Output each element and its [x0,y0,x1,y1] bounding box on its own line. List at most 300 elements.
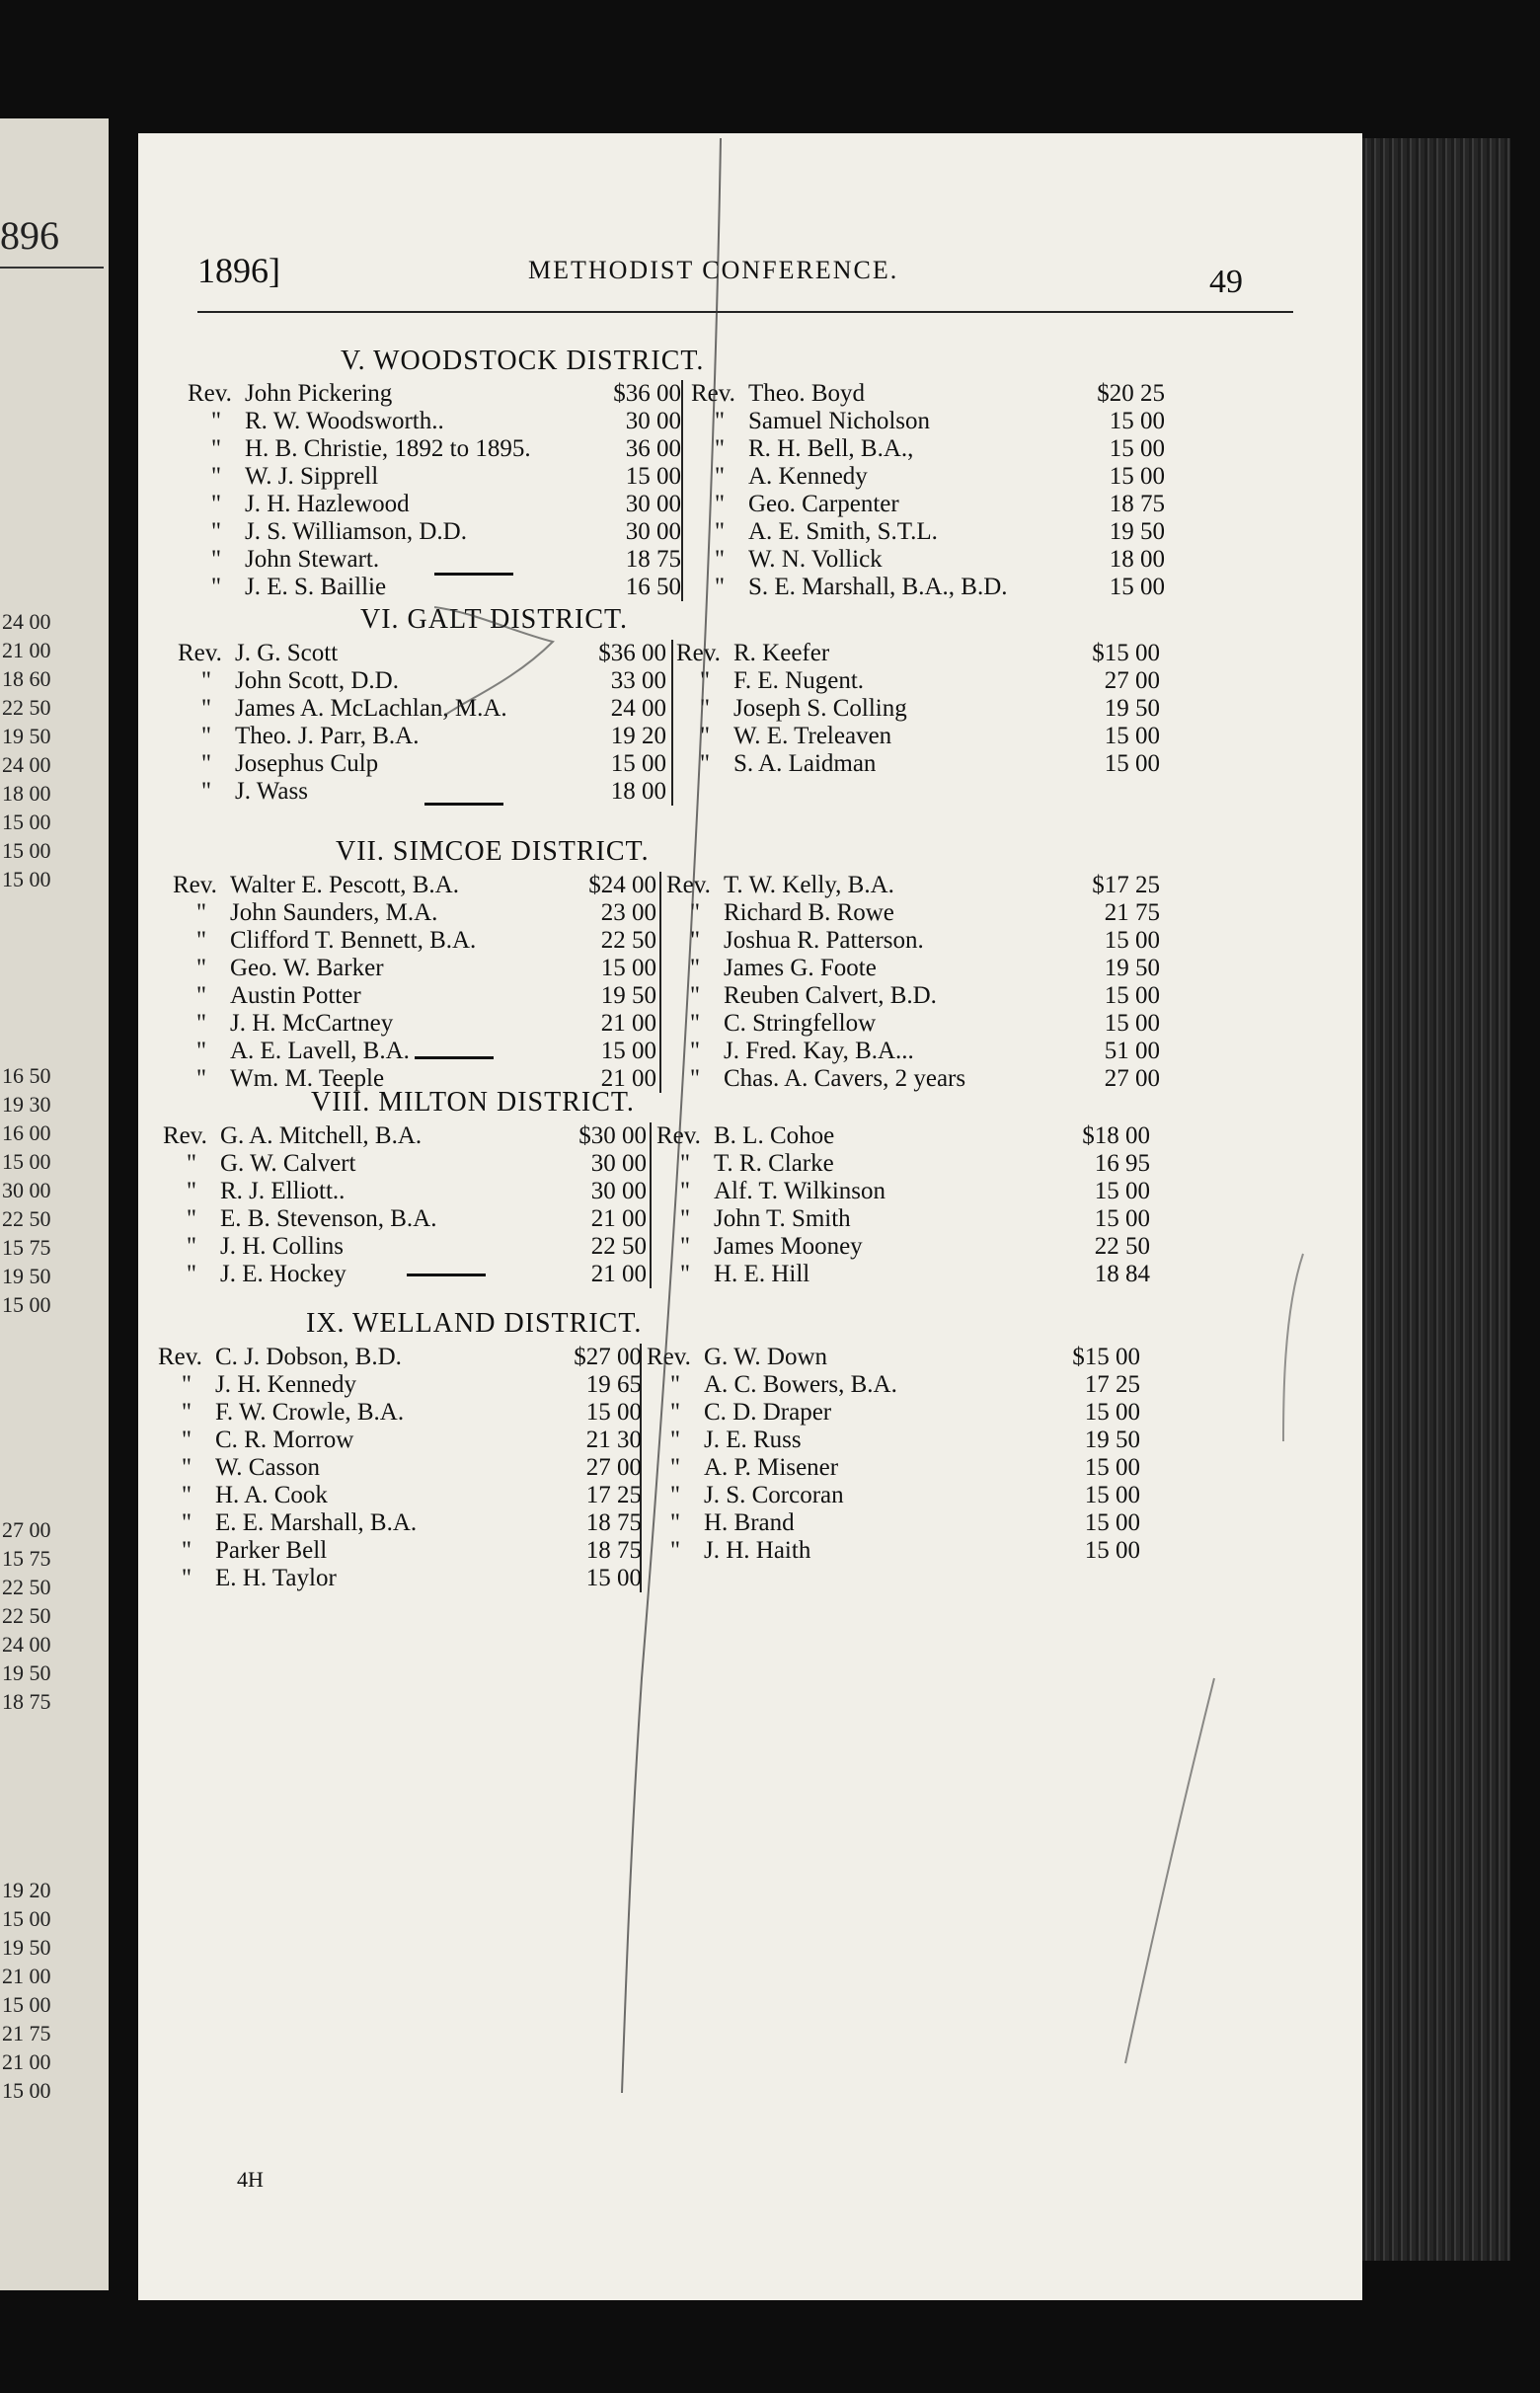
minister-row [656,1233,1150,1261]
district-right-column [676,640,1160,778]
minister-row [158,1427,642,1454]
minister-row [178,750,666,778]
amount: 15 00 [1104,1010,1160,1037]
left-page-number: 21 00 [2,2049,51,2074]
minister-row [178,695,666,723]
column-divider [681,380,683,601]
left-page-numbers-d [2,1876,51,2105]
rev-prefix: " [714,574,726,600]
rev-prefix: " [181,1482,192,1508]
minister-row [188,574,681,601]
left-page-number: 24 00 [2,752,51,777]
minister-name: A. E. Lavell, B.A. [230,1038,410,1064]
minister-row [666,1010,1160,1038]
minister-name: R. J. Elliott.. [220,1178,346,1204]
rev-prefix: " [714,518,726,545]
rev-prefix: " [181,1509,192,1536]
left-page-number: 15 75 [2,1235,51,1260]
minister-name: A. E. Smith, S.T.L. [748,518,938,545]
amount: 18 75 [585,1509,642,1536]
amount: 18 00 [1109,546,1165,573]
minister-row [666,927,1160,955]
minister-row [656,1205,1150,1233]
rev-prefix: " [699,723,711,749]
amount: $15 00 [1072,1344,1140,1370]
amount: 19 50 [1104,695,1160,722]
left-page-numbers-b [2,1061,51,1319]
minister-row [163,1205,647,1233]
amount: 24 00 [610,695,666,722]
minister-row [178,723,666,750]
minister-row [173,955,656,982]
district-left-column [178,640,666,806]
left-page-number: 19 50 [2,724,51,748]
left-page-number: 21 00 [2,1964,51,1988]
rev-prefix: Rev. [691,380,735,407]
amount: 21 00 [590,1205,647,1232]
rev-prefix: " [181,1537,192,1564]
rev-prefix: " [714,408,726,434]
rev-prefix: " [669,1427,681,1453]
minister-name: Joshua R. Patterson. [724,927,924,954]
minister-row [178,778,666,806]
rev-prefix: " [689,927,701,954]
amount: $24 00 [588,872,656,898]
minister-name: Walter E. Pescott, B.A. [230,872,459,898]
minister-name: J. H. Hazlewood [245,491,410,517]
rev-prefix: " [714,491,726,517]
minister-name: A. P. Misener [704,1454,839,1481]
left-page-number: 16 50 [2,1063,51,1088]
rev-prefix: Rev. [666,872,711,898]
minister-name: E. E. Marshall, B.A. [215,1509,418,1536]
minister-name: F. W. Crowle, B.A. [215,1399,405,1426]
minister-name: E. B. Stevenson, B.A. [220,1205,437,1232]
minister-name: Geo. Carpenter [748,491,899,517]
minister-name: W. Casson [215,1454,321,1481]
rev-prefix: " [679,1233,691,1260]
minister-row [666,1038,1160,1065]
minister-row [188,408,681,435]
amount: 18 00 [610,778,666,805]
minister-name: Parker Bell [215,1537,328,1564]
header-title: METHODIST CONFERENCE. [528,256,899,284]
minister-name: G. W. Down [704,1344,828,1370]
amount: $36 00 [598,640,666,666]
amount: $18 00 [1082,1122,1150,1149]
rev-prefix: " [200,750,212,777]
rev-prefix: " [689,899,701,926]
rev-prefix: " [714,546,726,573]
minister-name: C. Stringfellow [724,1010,877,1037]
district-left-column [158,1344,642,1592]
rev-prefix: Rev. [676,640,721,666]
left-page-number: 18 60 [2,666,51,691]
rev-prefix: " [200,667,212,694]
minister-name: J. H. Collins [220,1233,345,1260]
minister-name: W. J. Sipprell [245,463,379,490]
amount: 19 65 [585,1371,642,1398]
rev-prefix: " [669,1371,681,1398]
minister-row [158,1344,642,1371]
amount: 22 50 [600,927,656,954]
minister-name: Alf. T. Wilkinson [714,1178,886,1204]
minister-name: John T. Smith [714,1205,851,1232]
amount: 15 00 [1109,435,1165,462]
minister-name: Joseph S. Colling [733,695,907,722]
amount: 15 00 [1084,1537,1140,1564]
minister-name: J. Wass [235,778,308,805]
rev-prefix: " [210,546,222,573]
amount: 15 00 [1104,723,1160,749]
minister-name: G. W. Calvert [220,1150,356,1177]
minister-name: H. A. Cook [215,1482,328,1508]
left-page-rule [0,267,104,269]
minister-name: B. L. Cohoe [714,1122,835,1149]
minister-row [691,435,1165,463]
minister-row [647,1509,1140,1537]
rev-prefix: " [210,435,222,462]
minister-name: C. R. Morrow [215,1427,354,1453]
minister-name: T. R. Clarke [714,1150,834,1177]
column-divider [671,640,673,806]
amount: 15 00 [1084,1399,1140,1426]
minister-row [163,1122,647,1150]
left-page-number: 15 00 [2,810,51,834]
minister-row [188,491,681,518]
minister-name: Clifford T. Bennett, B.A. [230,927,477,954]
left-page-number: 15 00 [2,1906,51,1931]
amount: 33 00 [610,667,666,694]
rev-prefix: " [669,1454,681,1481]
amount: 19 50 [1104,955,1160,981]
amount: 15 00 [1104,982,1160,1009]
minister-name: A. C. Bowers, B.A. [704,1371,897,1398]
minister-row [656,1122,1150,1150]
minister-name: J. E. S. Baillie [245,574,387,600]
column-divider [650,1122,652,1288]
district-right-column [666,872,1160,1093]
signature-mark: 4H [237,2167,264,2192]
minister-name: W. N. Vollick [748,546,883,573]
district-title: IX. WELLAND DISTRICT. [306,1308,643,1339]
minister-row [158,1454,642,1482]
minister-name: Theo. J. Parr, B.A. [235,723,420,749]
book-page [138,133,1362,2300]
book-edge [1362,138,1510,2261]
minister-row [173,927,656,955]
amount: 21 00 [600,1010,656,1037]
rev-prefix: " [714,463,726,490]
rev-prefix: " [181,1454,192,1481]
rev-prefix: " [186,1150,197,1177]
rev-prefix: " [186,1233,197,1260]
left-page-number: 22 50 [2,1206,51,1231]
minister-row [188,380,681,408]
minister-name: C. J. Dobson, B.D. [215,1344,402,1370]
amount: 19 50 [600,982,656,1009]
left-page-number: 18 00 [2,781,51,806]
rev-prefix: " [689,1010,701,1037]
minister-row [676,695,1160,723]
minister-name: H. Brand [704,1509,795,1536]
minister-name: S. E. Marshall, B.A., B.D. [748,574,1008,600]
rev-prefix: " [210,463,222,490]
amount: 22 50 [1094,1233,1150,1260]
minister-row [163,1233,647,1261]
minister-row [656,1178,1150,1205]
minister-row [691,518,1165,546]
minister-row [647,1427,1140,1454]
minister-name: J. E. Russ [704,1427,802,1453]
left-page-number: 30 00 [2,1178,51,1202]
minister-row [691,546,1165,574]
rev-prefix: " [181,1427,192,1453]
left-page-number: 15 00 [2,2078,51,2103]
amount: $15 00 [1092,640,1160,666]
minister-row [178,640,666,667]
amount: 18 75 [1109,491,1165,517]
minister-name: F. E. Nugent. [733,667,865,694]
left-page-number: 21 00 [2,638,51,662]
minister-row [158,1565,642,1592]
amount: 15 00 [1084,1454,1140,1481]
rev-prefix: " [181,1371,192,1398]
minister-row [188,546,681,574]
amount: 17 25 [1084,1371,1140,1398]
left-page-number: 15 75 [2,1546,51,1571]
district-title: VII. SIMCOE DISTRICT. [336,836,650,867]
amount: 36 00 [625,435,681,462]
left-page-number: 15 00 [2,1292,51,1317]
minister-name: J. E. Hockey [220,1261,346,1287]
left-page-number: 15 00 [2,1992,51,2017]
rev-prefix: " [679,1261,691,1287]
left-page-header: 896 [0,213,59,258]
district-right-column [656,1122,1150,1288]
rev-prefix: Rev. [647,1344,691,1370]
amount: 21 75 [1104,899,1160,926]
minister-row [647,1399,1140,1427]
minister-name: H. B. Christie, 1892 to 1895. [245,435,531,462]
amount: $30 00 [578,1122,647,1149]
minister-row [676,667,1160,695]
district-title: V. WOODSTOCK DISTRICT. [341,346,705,376]
left-page-numbers-a [2,607,51,893]
minister-row [173,1010,656,1038]
minister-name: James Mooney [714,1233,863,1260]
minister-name: S. A. Laidman [733,750,877,777]
left-page-number: 15 00 [2,867,51,891]
minister-row [666,1065,1160,1093]
amount: 15 00 [1109,408,1165,434]
minister-name: R. W. Woodsworth.. [245,408,444,434]
rev-prefix: " [195,1010,207,1037]
minister-row [691,574,1165,601]
amount: 16 50 [625,574,681,600]
rev-prefix: " [679,1178,691,1204]
header-rule [197,311,1293,313]
minister-row [656,1261,1150,1288]
minister-row [647,1454,1140,1482]
rev-prefix: " [699,695,711,722]
left-page-number: 22 50 [2,1603,51,1628]
left-page-number: 24 00 [2,1632,51,1657]
amount: 15 00 [610,750,666,777]
minister-row [666,982,1160,1010]
rev-prefix: " [699,667,711,694]
minister-name: James A. McLachlan, M.A. [235,695,507,722]
minister-row [173,982,656,1010]
rev-prefix: Rev. [188,380,232,407]
minister-row [647,1537,1140,1565]
minister-name: J. H. Haith [704,1537,811,1564]
minister-row [691,408,1165,435]
rev-prefix: " [200,778,212,805]
amount: 15 00 [1094,1178,1150,1204]
minister-name: J. H. Kennedy [215,1371,357,1398]
minister-name: Theo. Boyd [748,380,866,407]
minister-name: A. Kennedy [748,463,868,490]
rev-prefix: " [669,1399,681,1426]
rev-prefix: " [210,518,222,545]
left-page-number: 27 00 [2,1517,51,1542]
header-year: 1896] [197,251,280,290]
rev-prefix: " [689,1038,701,1064]
amount: 17 25 [585,1482,642,1508]
minister-name: Richard B. Rowe [724,899,894,926]
rev-prefix: " [679,1150,691,1177]
rev-prefix: " [669,1482,681,1508]
amount: 27 00 [585,1454,642,1481]
rev-prefix: " [669,1537,681,1564]
minister-row [691,491,1165,518]
amount: 51 00 [1104,1038,1160,1064]
minister-row [188,518,681,546]
column-divider [659,872,661,1093]
minister-row [163,1150,647,1178]
rev-prefix: " [200,723,212,749]
left-page-number: 19 50 [2,1935,51,1960]
minister-row [666,955,1160,982]
amount: 15 00 [1104,750,1160,777]
minister-name: Wm. M. Teeple [230,1065,385,1092]
district-separator [434,573,513,576]
amount: 19 50 [1109,518,1165,545]
rev-prefix: Rev. [163,1122,207,1149]
minister-row [163,1178,647,1205]
district-separator [407,1274,486,1276]
minister-name: John Pickering [245,380,393,407]
left-facing-page [0,118,109,2290]
minister-name: Chas. A. Cavers, 2 years [724,1065,966,1092]
rev-prefix: " [186,1205,197,1232]
amount: 15 00 [1084,1482,1140,1508]
district-separator [415,1056,494,1059]
amount: 27 00 [1104,667,1160,694]
left-page-number: 22 50 [2,695,51,720]
district-left-column [173,872,656,1093]
left-page-number: 19 50 [2,1660,51,1685]
minister-row [158,1371,642,1399]
minister-name: R. Keefer [733,640,830,666]
amount: 19 50 [1084,1427,1140,1453]
minister-row [656,1150,1150,1178]
amount: 19 20 [610,723,666,749]
minister-row [647,1371,1140,1399]
minister-row [676,640,1160,667]
minister-row [188,435,681,463]
amount: 27 00 [1104,1065,1160,1092]
amount: 22 50 [590,1233,647,1260]
minister-row [647,1344,1140,1371]
amount: 15 00 [600,1038,656,1064]
minister-name: J. S. Corcoran [704,1482,844,1508]
minister-row [188,463,681,491]
rev-prefix: " [689,1065,701,1092]
rev-prefix: " [195,899,207,926]
left-page-number: 16 00 [2,1120,51,1145]
minister-name: Geo. W. Barker [230,955,384,981]
district-left-column [163,1122,647,1288]
rev-prefix: " [679,1205,691,1232]
minister-name: J. G. Scott [235,640,339,666]
left-page-number: 22 50 [2,1575,51,1599]
minister-name: Reuben Calvert, B.D. [724,982,937,1009]
amount: 15 00 [1094,1205,1150,1232]
amount: 21 00 [600,1065,656,1092]
amount: 30 00 [625,491,681,517]
page-number: 49 [1209,264,1243,300]
rev-prefix: Rev. [656,1122,701,1149]
minister-row [158,1509,642,1537]
minister-row [666,872,1160,899]
amount: 15 00 [585,1565,642,1591]
minister-name: H. E. Hill [714,1261,810,1287]
amount: 18 84 [1094,1261,1150,1287]
district-right-column [691,380,1165,601]
left-page-number: 24 00 [2,609,51,634]
amount: 15 00 [625,463,681,490]
rev-prefix: " [195,982,207,1009]
amount: 23 00 [600,899,656,926]
minister-name: Josephus Culp [235,750,379,777]
rev-prefix: " [181,1399,192,1426]
minister-name: James G. Foote [724,955,877,981]
amount: 21 30 [585,1427,642,1453]
amount: 15 00 [1109,574,1165,600]
rev-prefix: " [689,982,701,1009]
left-page-number: 21 75 [2,2021,51,2046]
amount: 30 00 [590,1178,647,1204]
rev-prefix: Rev. [173,872,217,898]
minister-name: T. W. Kelly, B.A. [724,872,894,898]
rev-prefix: " [714,435,726,462]
minister-name: E. H. Taylor [215,1565,337,1591]
rev-prefix: Rev. [158,1344,202,1370]
amount: 18 75 [625,546,681,573]
rev-prefix: " [210,574,222,600]
left-page-number: 15 00 [2,838,51,863]
amount: 15 00 [1084,1509,1140,1536]
minister-row [163,1261,647,1288]
minister-row [691,380,1165,408]
amount: 15 00 [1104,927,1160,954]
minister-row [676,723,1160,750]
district-right-column [647,1344,1140,1565]
rev-prefix: " [200,695,212,722]
rev-prefix: " [210,491,222,517]
